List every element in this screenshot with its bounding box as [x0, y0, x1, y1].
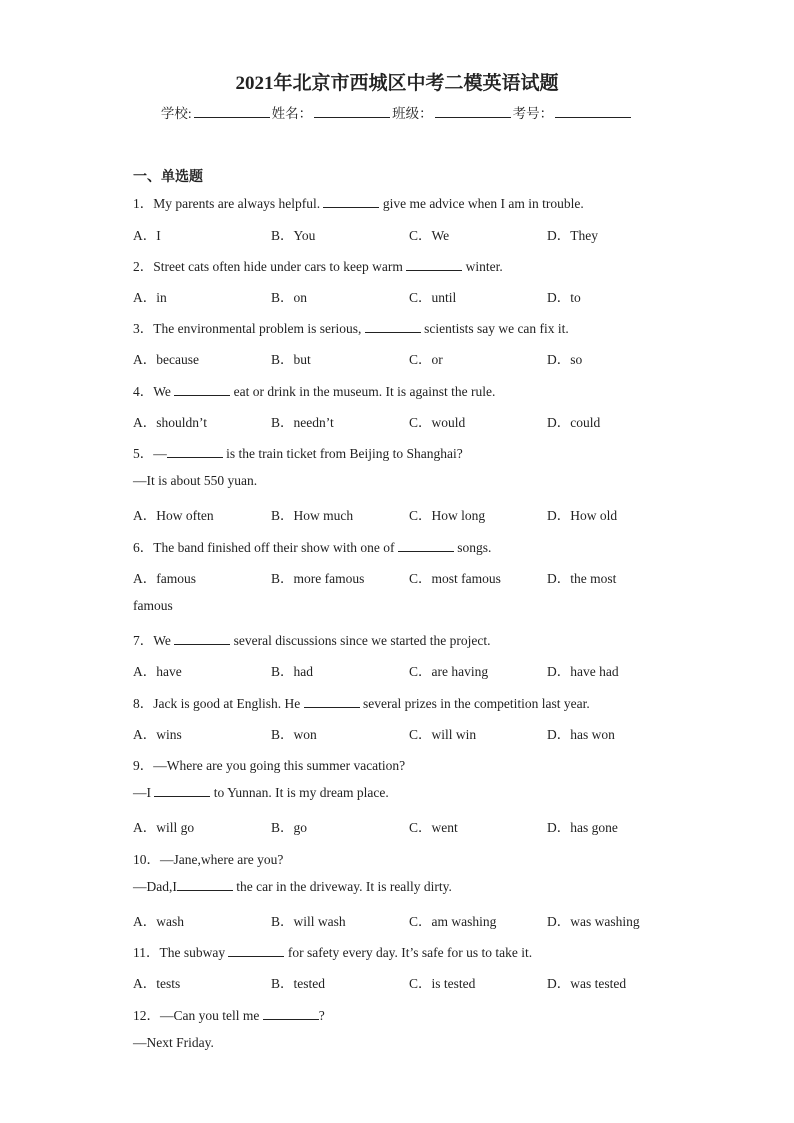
q7-option-b[interactable]: B．had: [271, 664, 313, 679]
exam-no-label: 考号：: [512, 106, 554, 121]
q6-option-d-wrap: famous: [133, 598, 173, 613]
question-text: to Yunnan. It is my dream place.: [210, 785, 389, 800]
answer-blank: [304, 696, 360, 708]
q9-option-a[interactable]: A．will go: [133, 820, 195, 835]
answer-blank: [406, 259, 462, 271]
question-text: —I: [133, 785, 155, 800]
q3-option-c[interactable]: C．or: [409, 352, 443, 367]
question-text: ?: [318, 1008, 325, 1023]
q3-option-b[interactable]: B．but: [271, 352, 311, 367]
question-text: 2．Street cats often hide under cars to keep warm: [133, 259, 407, 274]
question-text: 8．Jack is good at English. He: [133, 696, 304, 711]
answer-blank: [398, 540, 454, 552]
q2-option-a[interactable]: A．in: [133, 290, 167, 305]
q11-option-a[interactable]: A．tests: [133, 976, 181, 991]
q10-option-c[interactable]: C．am washing: [409, 914, 497, 929]
question-3: [133, 317, 569, 337]
question-text: give me advice when I am in trouble.: [379, 196, 584, 211]
school-label: 学校:: [160, 106, 192, 121]
question-12: [133, 1004, 325, 1024]
q8-option-c[interactable]: C．will win: [409, 727, 477, 742]
question-5: [133, 442, 463, 462]
question-text: —Dad,I: [133, 879, 177, 894]
q7-option-a[interactable]: A．have: [133, 664, 182, 679]
q9-option-c[interactable]: C．went: [409, 820, 458, 835]
q9-option-b[interactable]: B．go: [271, 820, 308, 835]
question-text: 6．The band finished off their show with one of: [133, 540, 398, 555]
question-11: [133, 941, 532, 961]
q1-option-b[interactable]: B．You: [271, 228, 316, 243]
question-2: [133, 255, 503, 275]
q2-option-d[interactable]: D．to: [547, 290, 581, 305]
exam-title: 2021年北京市西城区中考二模英语试题: [235, 73, 559, 94]
name-label: 姓名：: [271, 106, 313, 121]
answer-blank: [174, 633, 230, 645]
q11-option-c[interactable]: C．is tested: [409, 976, 476, 991]
section-heading: 一、单选题: [133, 170, 203, 185]
question-1: [133, 192, 584, 212]
q11-option-b[interactable]: B．tested: [271, 976, 325, 991]
question-4: [133, 380, 495, 400]
q5-option-c[interactable]: C．How long: [409, 508, 486, 523]
question-text: eat or drink in the museum. It is against the rule.: [230, 384, 496, 399]
q5-option-b[interactable]: B．How much: [271, 508, 354, 523]
q9-option-d[interactable]: D．has gone: [547, 820, 618, 835]
q6-option-b[interactable]: B．more famous: [271, 571, 365, 586]
question-10: 10．—Jane,where are you?: [133, 852, 284, 867]
answer-blank: [323, 196, 379, 208]
q4-option-a[interactable]: A．shouldn’t: [133, 415, 208, 430]
question-8: [133, 692, 590, 712]
q7-option-d[interactable]: D．have had: [547, 664, 619, 679]
question-9: 9．—Where are you going this summer vacation?: [133, 758, 406, 773]
q4-option-b[interactable]: B．needn’t: [271, 415, 334, 430]
q3-option-a[interactable]: A．because: [133, 352, 199, 367]
q6-option-a[interactable]: A．famous: [133, 571, 196, 586]
question-text: scientists say we can fix it.: [420, 321, 569, 336]
class-label: 班级：: [392, 106, 433, 121]
q5-option-d[interactable]: D．How old: [547, 508, 618, 523]
q4-option-d[interactable]: D．could: [547, 415, 601, 430]
answer-blank: [263, 1008, 319, 1020]
q8-option-b[interactable]: B．won: [271, 727, 317, 742]
dialogue-reply: [133, 785, 389, 801]
question-text: several prizes in the competition last year.: [359, 696, 590, 711]
question-text: for safety every day. It’s safe for us to take it.: [284, 945, 533, 960]
name-blank[interactable]: [314, 105, 390, 118]
answer-blank: [167, 446, 223, 458]
q5-option-a[interactable]: A．How often: [133, 508, 214, 523]
dialogue-reply: —Next Friday.: [133, 1035, 214, 1050]
question-text: several discussions since we started the project.: [230, 633, 491, 648]
q8-option-d[interactable]: D．has won: [547, 727, 615, 742]
q10-option-d[interactable]: D．was washing: [547, 914, 640, 929]
q1-option-a[interactable]: A．I: [133, 228, 161, 243]
q3-option-d[interactable]: D．so: [547, 352, 583, 367]
q6-option-d[interactable]: D．the most: [547, 571, 617, 586]
question-text: 4．We: [133, 384, 175, 399]
q10-option-a[interactable]: A．wash: [133, 914, 184, 929]
answer-blank: [365, 321, 421, 333]
q2-option-b[interactable]: B．on: [271, 290, 308, 305]
exam-no-blank[interactable]: [555, 105, 631, 118]
question-7: [133, 629, 490, 649]
question-text: 5．—: [133, 446, 167, 461]
answer-blank: [154, 785, 210, 797]
q11-option-d[interactable]: D．was tested: [547, 976, 627, 991]
q1-option-c[interactable]: C．We: [409, 228, 450, 243]
question-text: 3．The environmental problem is serious,: [133, 321, 365, 336]
student-info-line: [0, 102, 794, 122]
answer-blank: [177, 879, 233, 891]
question-text: is the train ticket from Beijing to Shanghai?: [222, 446, 463, 461]
q6-option-c[interactable]: C．most famous: [409, 571, 501, 586]
dialogue-reply: [133, 879, 452, 895]
q8-option-a[interactable]: A．wins: [133, 727, 182, 742]
question-text: 11．The subway: [133, 945, 229, 960]
answer-blank: [174, 384, 230, 396]
school-blank[interactable]: [194, 105, 270, 118]
q7-option-c[interactable]: C．are having: [409, 664, 489, 679]
question-text: 7．We: [133, 633, 175, 648]
q1-option-d[interactable]: D．They: [547, 228, 598, 243]
q2-option-c[interactable]: C．until: [409, 290, 457, 305]
q10-option-b[interactable]: B．will wash: [271, 914, 346, 929]
question-text: 12．—Can you tell me: [133, 1008, 263, 1023]
question-6: [133, 536, 491, 556]
question-text: winter.: [462, 259, 503, 274]
answer-blank: [228, 945, 284, 957]
question-text: the car in the driveway. It is really dirty.: [232, 879, 452, 894]
class-blank[interactable]: [435, 105, 511, 118]
question-text: songs.: [453, 540, 492, 555]
dialogue-reply: —It is about 550 yuan.: [133, 473, 258, 488]
q4-option-c[interactable]: C．would: [409, 415, 466, 430]
question-text: 1．My parents are always helpful.: [133, 196, 324, 211]
